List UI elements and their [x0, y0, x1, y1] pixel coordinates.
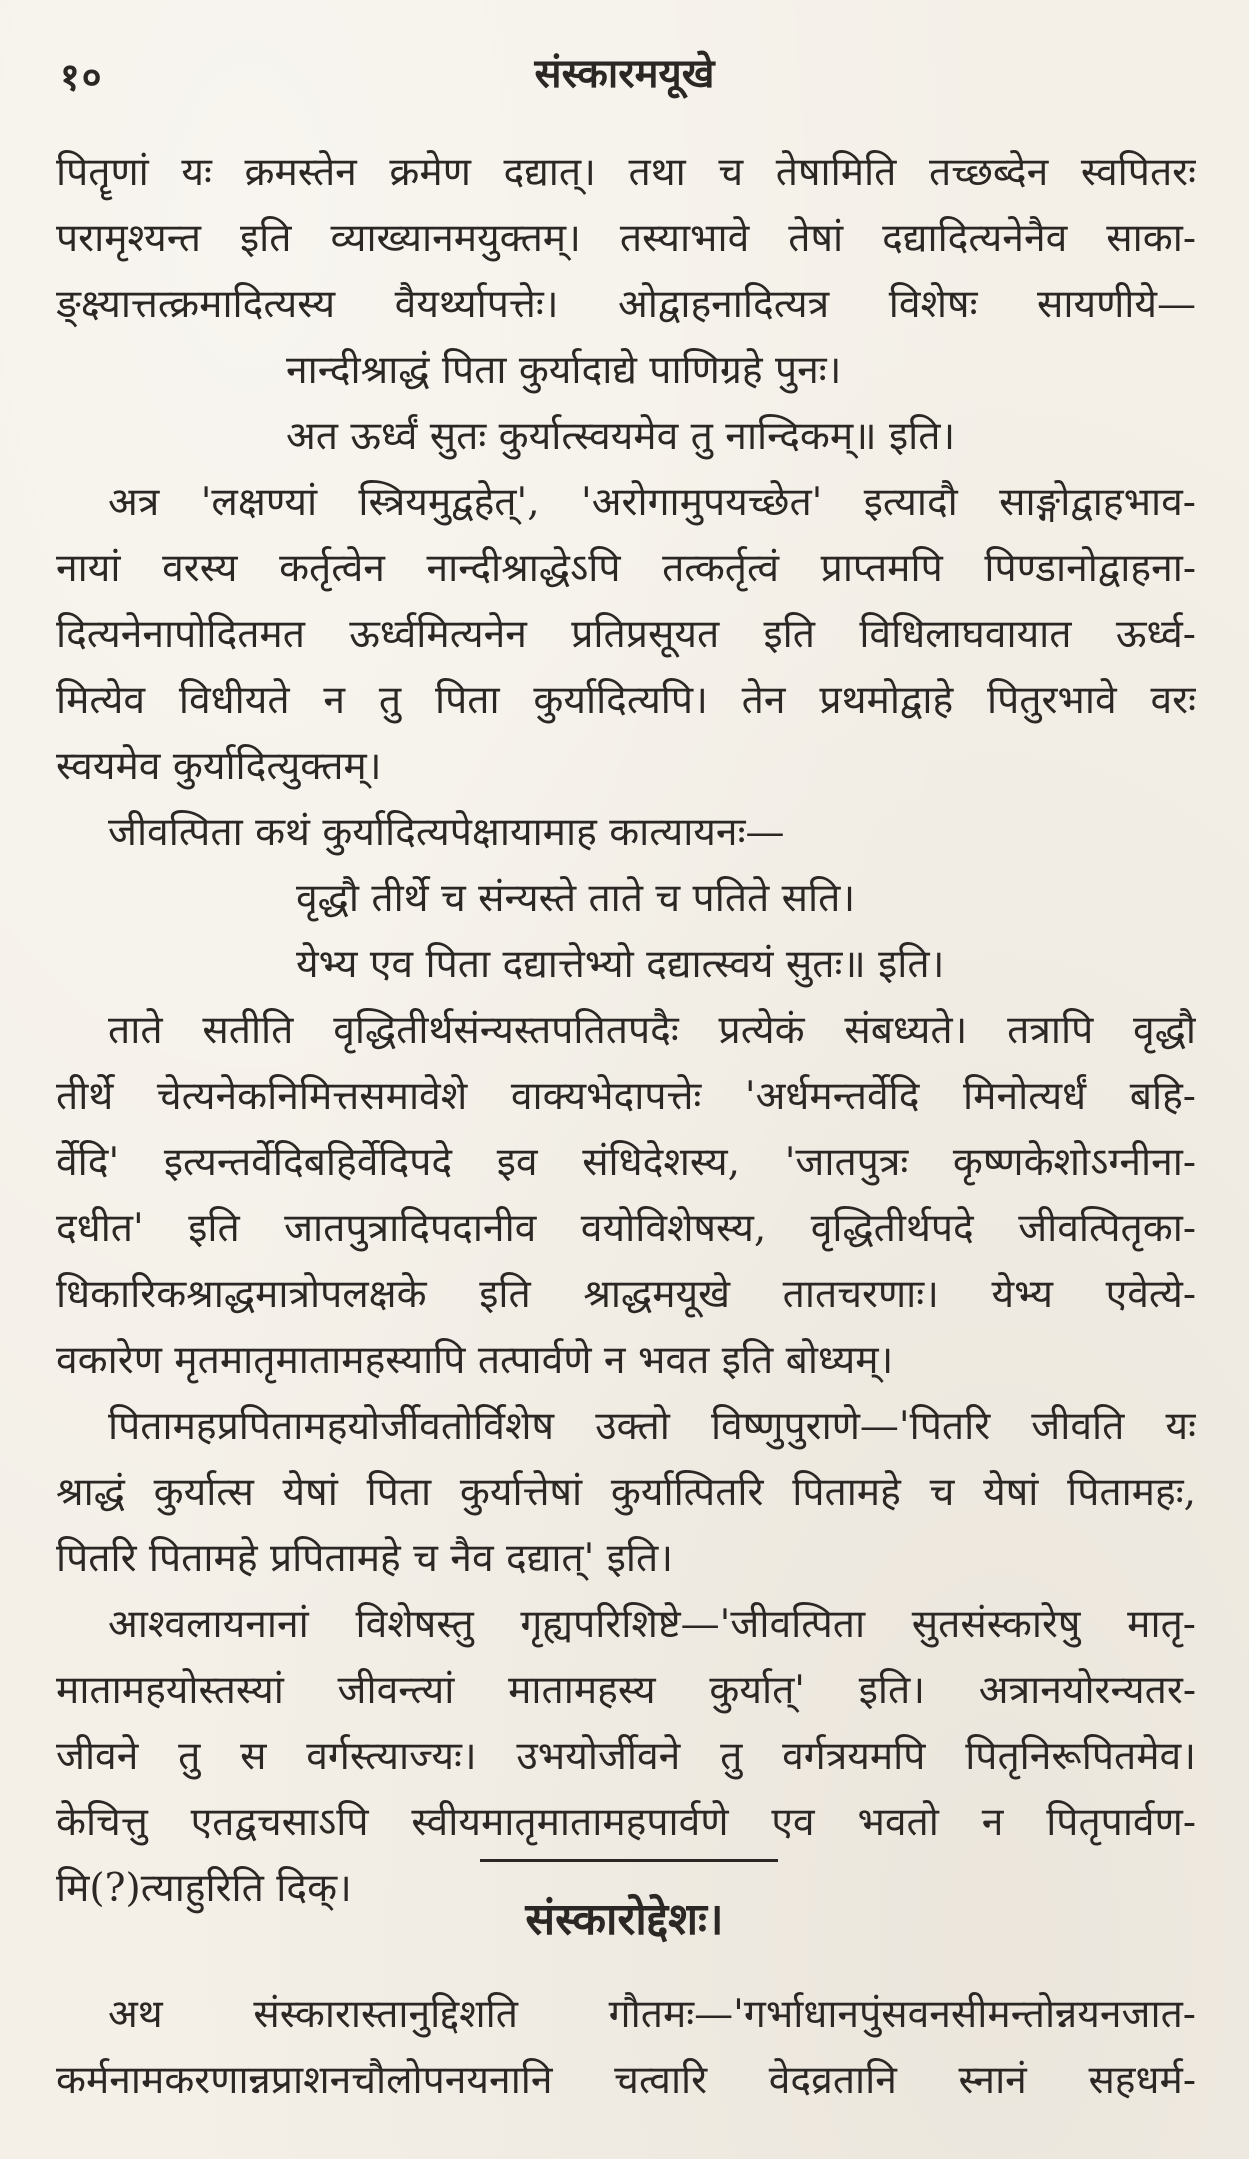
text-line: तीर्थे चेत्यनेकनिमित्तसमावेशे वाक्यभेदापत्तेः 'अर्धमन्तर्वेदि मिनोत्यर्धं बहि-	[56, 1074, 1196, 1119]
text-line: अत्र 'लक्षण्यां स्त्रियमुद्वहेत्', 'अरोगामुपयच्छेत' इत्यादौ साङ्गोद्वाहभाव-	[108, 480, 1196, 525]
text-line: ताते सतीति वृद्धितीर्थसंन्यस्तपतितपदैः प्रत्येकं संबध्यते। तत्रापि वृद्धौ	[108, 1008, 1196, 1053]
text-line: कर्मनामकरणान्नप्राशनचौलोपनयनानि चत्वारि वेदव्रतानि स्नानं सहधर्म-	[56, 2058, 1196, 2103]
text-line: दधीत' इति जातपुत्रादिपदानीव वयोविशेषस्य, वृद्धितीर्थपदे जीवत्पितृका-	[56, 1206, 1196, 1251]
text-line: जीवने तु स वर्गस्त्याज्यः। उभयोर्जीवने तु वर्गत्रयमपि पितृनिरूपितमेव।	[56, 1734, 1196, 1779]
section-divider	[480, 1859, 778, 1862]
verse-line: नान्दीश्राद्धं पिता कुर्यादाद्ये पाणिग्रहे पुनः।	[286, 348, 842, 393]
text-line: जीवत्पिता कथं कुर्यादित्यपेक्षायामाह कात्यायनः—	[108, 810, 785, 855]
text-line: मित्येव विधीयते न तु पिता कुर्यादित्यपि। तेन प्रथमोद्वाहे पितुरभावे वरः	[56, 678, 1196, 723]
text-line: धिकारिकश्राद्धमात्रोपलक्षके इति श्राद्धमयूखे तातचरणाः। येभ्य एवेत्ये-	[56, 1272, 1196, 1317]
section-heading: संस्कारोद्देशः।	[525, 1894, 724, 1945]
text-line: ङ्क्ष्यात्तत्क्रमादित्यस्य वैयर्थ्यापत्तेः। ओद्वाहनादित्यत्र विशेषः सायणीये—	[56, 282, 1196, 327]
text-line: पितॄणां यः क्रमस्तेन क्रमेण दद्यात्। तथा च तेषामिति तच्छब्देन स्वपितरः	[56, 150, 1196, 195]
text-line: पितरि पितामहे प्रपितामहे च नैव दद्यात्' इति।	[56, 1536, 674, 1581]
text-line: दित्यनेनापोदितमत ऊर्ध्वमित्यनेन प्रतिप्रसूयत इति विधिलाघवायात ऊर्ध्व-	[56, 612, 1196, 657]
text-line: र्वेदि' इत्यन्तर्वेदिबहिर्वेदिपदे इव संधिदेशस्य, 'जातपुत्रः कृष्णकेशोऽग्नीना-	[56, 1140, 1196, 1185]
text-line: आश्वलायनानां विशेषस्तु गृह्यपरिशिष्टे—'जीवत्पिता सुतसंस्कारेषु मातृ-	[108, 1602, 1196, 1647]
text-line: मि(?)त्याहुरिति दिक्।	[56, 1866, 352, 1911]
text-line: केचित्तु एतद्वचसाऽपि स्वीयमातृमातामहपार्वणे एव भवतो न पितृपार्वण-	[56, 1800, 1196, 1845]
text-line: श्राद्धं कुर्यात्स येषां पिता कुर्यात्तेषां कुर्यात्पितरि पितामहे च येषां पितामहः,	[56, 1470, 1196, 1515]
text-line: नायां वरस्य कर्तृत्वेन नान्दीश्राद्धेऽपि तत्कर्तृत्वं प्राप्तमपि पिण्डानोद्वाहना-	[56, 546, 1196, 591]
verse-line: अत ऊर्ध्वं सुतः कुर्यात्स्वयमेव तु नान्दिकम्॥ इति।	[286, 414, 956, 459]
text-line: स्वयमेव कुर्यादित्युक्तम्।	[56, 744, 382, 789]
page-header	[0, 44, 1249, 104]
verse-line: वृद्धौ तीर्थे च संन्यस्ते ताते च पतिते सति।	[296, 876, 856, 921]
main-text	[56, 140, 1196, 1922]
page-number: १०	[60, 54, 104, 99]
text-line: पितामहप्रपितामहयोर्जीवतोर्विशेष उक्तो विष्णुपुराणे—'पितरि जीवति यः	[108, 1404, 1196, 1449]
text-line: अथ संस्कारास्तानुद्दिशति गौतमः—'गर्भाधानपुंसवनसीमन्तोन्नयनजात-	[108, 1992, 1196, 2037]
text-line: परामृश्यन्त इति व्याख्यानमयुक्तम्। तस्याभावे तेषां दद्यादित्यनेनैव साका-	[56, 216, 1196, 261]
text-line: वकारेण मृतमातृमातामहस्यापि तत्पार्वणे न भवत इति बोध्यम्।	[56, 1338, 894, 1383]
text-line: मातामहयोस्तस्यां जीवन्त्यां मातामहस्य कुर्यात्' इति। अत्रानयोरन्यतर-	[56, 1668, 1196, 1713]
verse-line: येभ्य एव पिता दद्यात्तेभ्यो दद्यात्स्वयं सुतः॥ इति।	[296, 942, 945, 987]
running-title: संस्कारमयूखे	[534, 50, 715, 97]
section-text	[56, 1982, 1196, 2114]
